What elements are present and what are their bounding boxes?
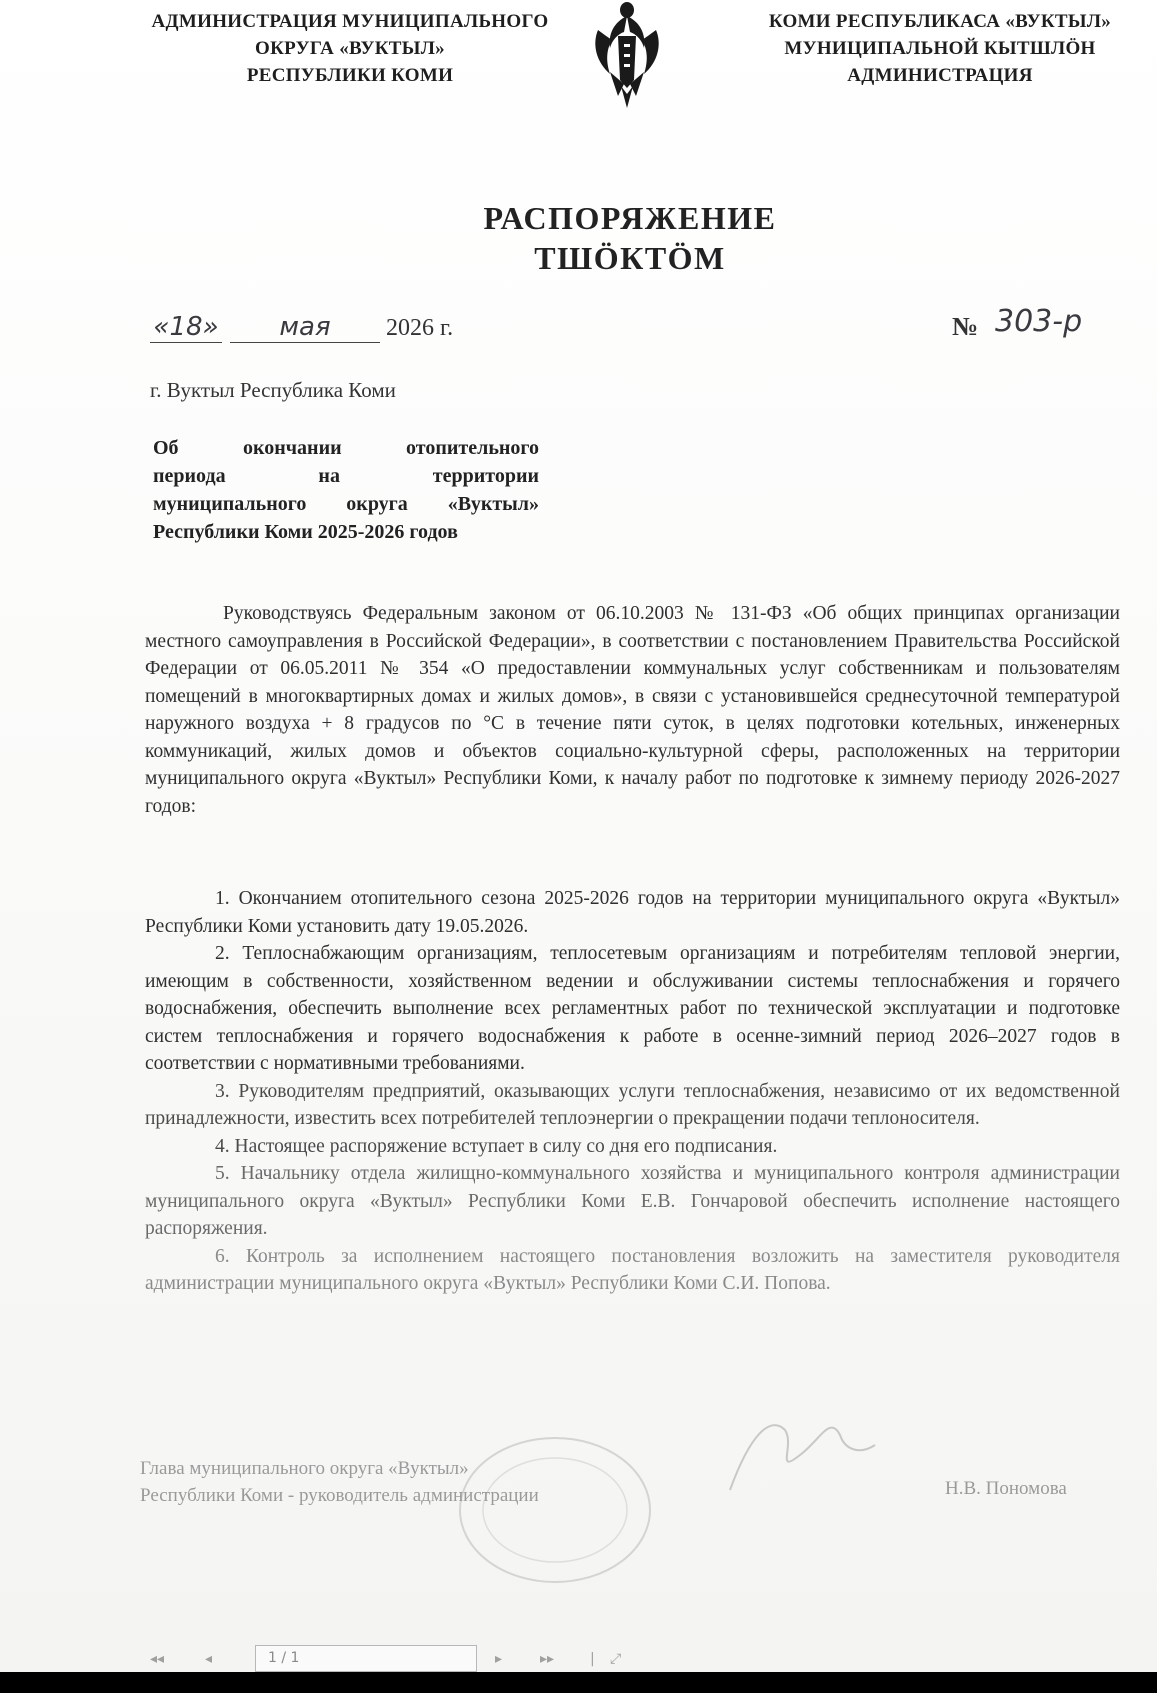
preamble-paragraph: Руководствуясь Федеральным законом от 06.10.2003 № 131-ФЗ «Об общих принципах организации местного самоуправления в Российской Федерации», в соответствии с постановлением Правительства Российской Федерации от 06.05.2011 № 354 «О предоставлении коммунальных услуг собственникам и пользователям помещений в многоквартирных домах и жилых домов», в связи с установившейся среднесуточной температурой наружного воздуха + 8 градусов по °С в течение пяти суток, в целях подготовки котельных, инженерных коммуникаций, жилых домов и объектов социально-культурной сферы, расположенных на территории муниципального округа «Вуктыл» Республики Коми, к началу работ по подготовке к зимнему периоду 2026-2027 годов: — [145, 603, 1120, 817]
screen-bottom-bar — [0, 1672, 1157, 1693]
order-item: 2. Теплоснабжающим организациям, теплосетевым организациям и потребителям тепловой энергии, имеющим в собственности, хозяйственном ведении и обслуживании системы теплоснабжения и горячего водоснабжения, обеспечить выполнение всех регламентных работ по технической эксплуатации и подготовке систем теплоснабжения и горячего водоснабжения к работе в осенне-зимний период 2026–2027 годов в соответствии с нормативными требованиями. — [145, 943, 1120, 1074]
order-item: 4. Настоящее распоряжение вступает в силу со дня его подписания. — [215, 1135, 778, 1157]
header-left-line: ОКРУГА «ВУКТЫЛ» — [255, 38, 445, 59]
header-left-line: РЕСПУБЛИКИ КОМИ — [246, 65, 454, 86]
header-left-org — [130, 8, 570, 89]
document-number: 303-р — [995, 304, 1083, 339]
document-city: г. Вуктыл Республика Коми — [150, 378, 396, 402]
page-number-value: 1 / 1 — [268, 1650, 300, 1666]
signatory-title-line: Республики Коми - руководитель администрации — [140, 1485, 539, 1506]
order-items — [145, 885, 1120, 1298]
header-right-line: КОМИ РЕСПУБЛИКАСА «ВУКТЫЛ» — [768, 11, 1112, 32]
header-right-line: МУНИЦИПАЛЬНОЙ КЫТШЛӦН — [784, 38, 1096, 59]
number-label: № — [952, 312, 979, 341]
signatory-title-line: Глава муниципального округа «Вуктыл» — [140, 1458, 469, 1479]
order-item: 5. Начальнику отдела жилищно-коммунального хозяйства и муниципального контроля администрации муниципального округа «Вуктыл» Республики Коми Е.В. Гончаровой обеспечить исполнение настоящего распоряжения. — [145, 1163, 1120, 1239]
header-left-line: АДМИНИСТРАЦИЯ МУНИЦИПАЛЬНОГО — [151, 11, 549, 32]
subject-line: Об окончании отопительного — [153, 437, 539, 459]
order-item: 6. Контроль за исполнением настоящего постановления возложить на заместителя руководителя администрации муниципального округа «Вуктыл» Республики Коми С.И. Попова. — [145, 1245, 1120, 1294]
signatory-title — [140, 1455, 539, 1509]
order-item: 3. Руководителям предприятий, оказывающих услуги теплоснабжения, независимо от их ведомственной принадлежности, известить всех потребителей теплоэнергии о прекращении подачи теплоносителя. — [145, 1080, 1120, 1129]
next-page-icon[interactable]: ▸ — [495, 1651, 503, 1667]
date-month: мая — [230, 312, 380, 343]
header-right-org — [745, 8, 1135, 89]
prev-page-icon[interactable]: ◂ — [205, 1651, 213, 1667]
last-page-icon[interactable]: ▸▸ — [540, 1651, 555, 1667]
date-day: «18» — [150, 312, 222, 343]
first-page-icon[interactable]: ◂◂ — [150, 1651, 165, 1667]
fit-page-icon[interactable]: ⤢ — [610, 1651, 622, 1667]
order-item: 1. Окончанием отопительного сезона 2025-2026 годов на территории муниципального округа «Вуктыл» Республики Коми установить дату 19.05.2026. — [145, 888, 1120, 937]
document-subject — [153, 434, 539, 546]
page-number-field[interactable] — [255, 1645, 477, 1672]
header-right-line: АДМИНИСТРАЦИЯ — [847, 65, 1033, 86]
document-title: РАСПОРЯЖЕНИЕ — [483, 200, 777, 236]
subject-line: муниципального округа «Вуктыл» — [153, 493, 539, 515]
document-title-komi: ТШӦКТӦМ — [534, 240, 726, 276]
date-year: 2026 г. — [386, 315, 454, 341]
subject-line: периода на территории — [153, 465, 539, 487]
coat-of-arms-emblem — [588, 0, 666, 110]
handwritten-signature — [690, 1395, 890, 1505]
signatory-name: Н.В. Пономова — [945, 1478, 1067, 1499]
subject-line: Республики Коми 2025-2026 годов — [153, 521, 458, 543]
pager-divider: | — [590, 1651, 595, 1667]
document-date — [150, 312, 453, 343]
